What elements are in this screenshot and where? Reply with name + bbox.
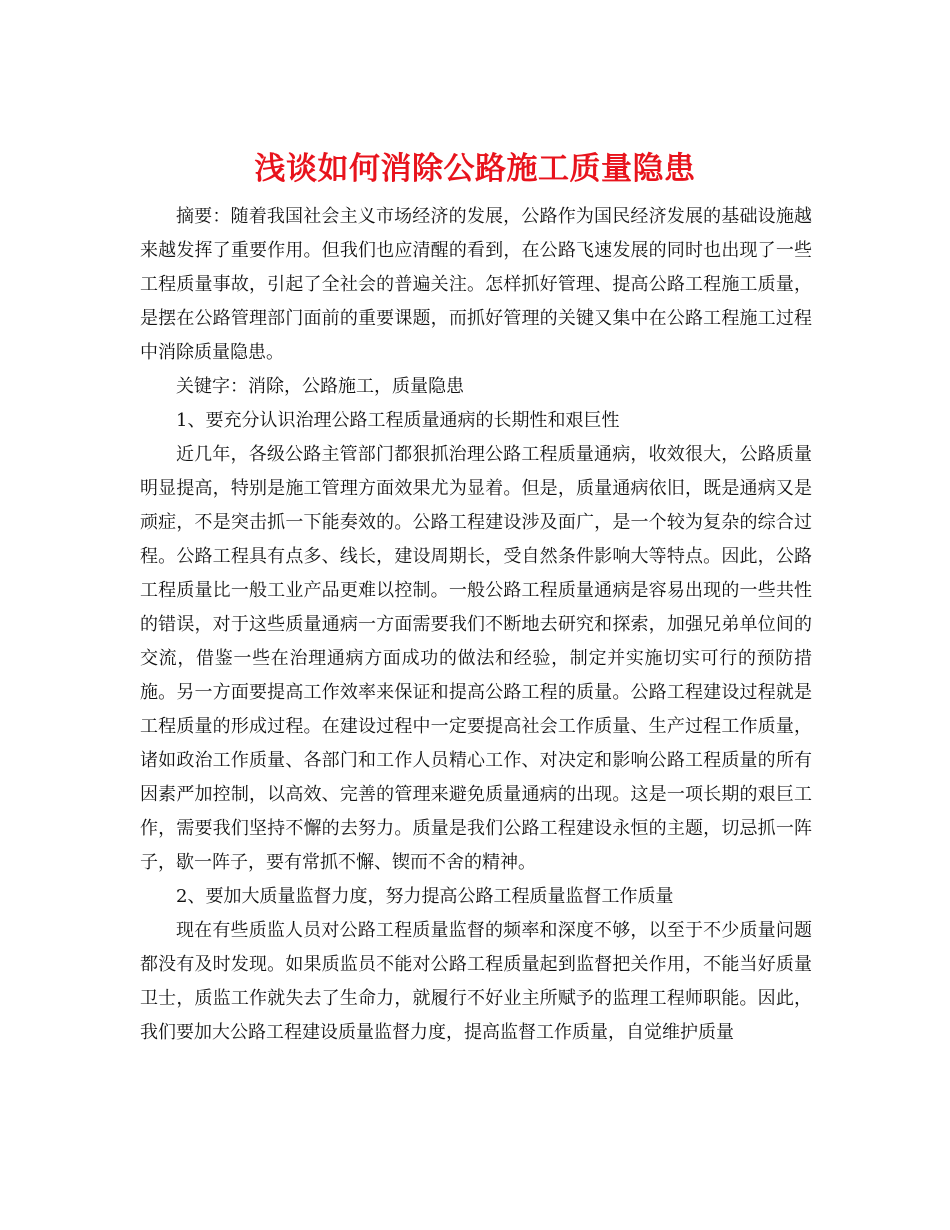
- body-paragraph: 近几年，各级公路主管部门都狠抓治理公路工程质量通病，收效很大，公路质量明显提高，特别是施工管理方面效果尤为显着。但是，质量通病依旧，既是通病又是顽症，不是突击抓一下能奏效的。公路工程建设涉及面广，是一个较为复杂的综合过程。公路工程具有点多、线长，建设周期长，受自然条件影响大等特点。因此，公路工程质量比一般工业产品更难以控制。一般公路工程质量通病是容易出现的一些共性的错误，对于这些质量通病一方面需要我们不断地去研究和探索，加强兄弟单位间的交流，借鉴一些在治理通病方面成功的做法和经验，制定并实施切实可行的预防措施。另一方面要提高工作效率来保证和提高公路工程的质量。公路工程建设过程就是工程质量的形成过程。在建设过程中一定要提高社会工作质量、生产过程工作质量，诸如政治工作质量、各部门和工作人员精心工作、对决定和影响公路工程质量的所有因素严加控制，以高效、完善的管理来避免质量通病的出现。这是一项长期的艰巨工作，需要我们坚持不懈的去努力。质量是我们公路工程建设永恒的主题，切忌抓一阵子，歇一阵子，要有常抓不懈、锲而不舍的精神。: [140, 444, 812, 873]
- section-heading-1: 1、要充分认识治理公路工程质量通病的长期性和艰巨性: [176, 410, 620, 431]
- section-heading-2: 2、要加大质量监督力度，努力提高公路工程质量监督工作质量: [176, 886, 674, 907]
- document-body: [140, 200, 812, 1050]
- abstract-paragraph: 摘要：随着我国社会主义市场经济的发展，公路作为国民经济发展的基础设施越来越发挥了重要作用。但我们也应清醒的看到，在公路飞速发展的同时也出现了一些工程质量事故，引起了全社会的普遍关注。怎样抓好管理、提高公路工程施工质量，是摆在公路管理部门面前的重要课题，而抓好管理的关键又集中在公路工程施工过程中消除质量隐患。: [140, 206, 812, 363]
- keywords-paragraph: 关键字：消除，公路施工，质量隐患: [176, 376, 464, 397]
- document-title: 浅谈如何消除公路施工质量隐患: [254, 150, 696, 187]
- body-paragraph: 现在有些质监人员对公路工程质量监督的频率和深度不够，以至于不少质量问题都没有及时发现。如果质监员不能对公路工程质量起到监督把关作用，不能当好质量卫士，质监工作就失去了生命力，就履行不好业主所赋予的监理工程师职能。因此，我们要加大公路工程建设质量监督力度，提高监督工作质量，自觉维护质量: [140, 920, 812, 1043]
